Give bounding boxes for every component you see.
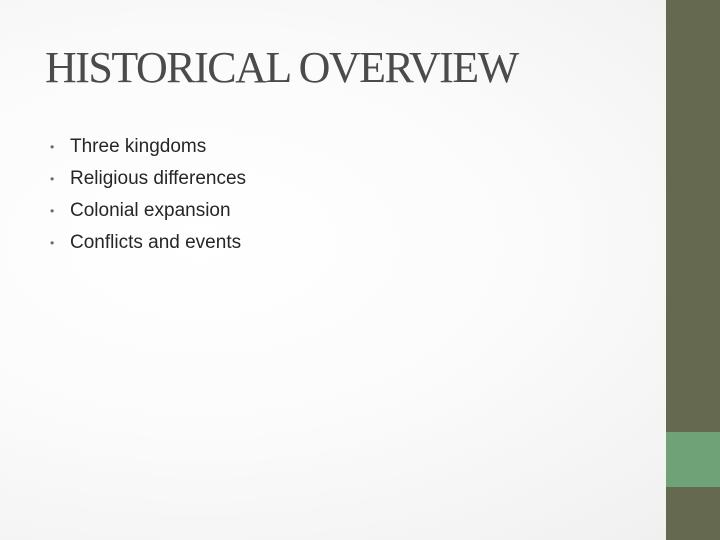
bullet-item	[50, 227, 246, 259]
sidebar-accent-block	[666, 432, 720, 487]
bullet-text: Three kingdoms	[70, 136, 207, 157]
bullet-list	[50, 131, 246, 259]
bullet-item	[50, 163, 246, 195]
bullet-text: Conflicts and events	[70, 232, 242, 253]
bullet-icon: •	[50, 236, 55, 250]
bullet-icon: •	[50, 204, 55, 218]
bullet-icon: •	[50, 140, 55, 154]
slide-title: HISTORICAL OVERVIEW	[45, 43, 518, 92]
bullet-text: Colonial expansion	[70, 200, 231, 221]
bullet-item	[50, 131, 246, 163]
bullet-item	[50, 195, 246, 227]
bullet-icon: •	[50, 172, 55, 186]
bullet-text: Religious differences	[70, 168, 247, 189]
